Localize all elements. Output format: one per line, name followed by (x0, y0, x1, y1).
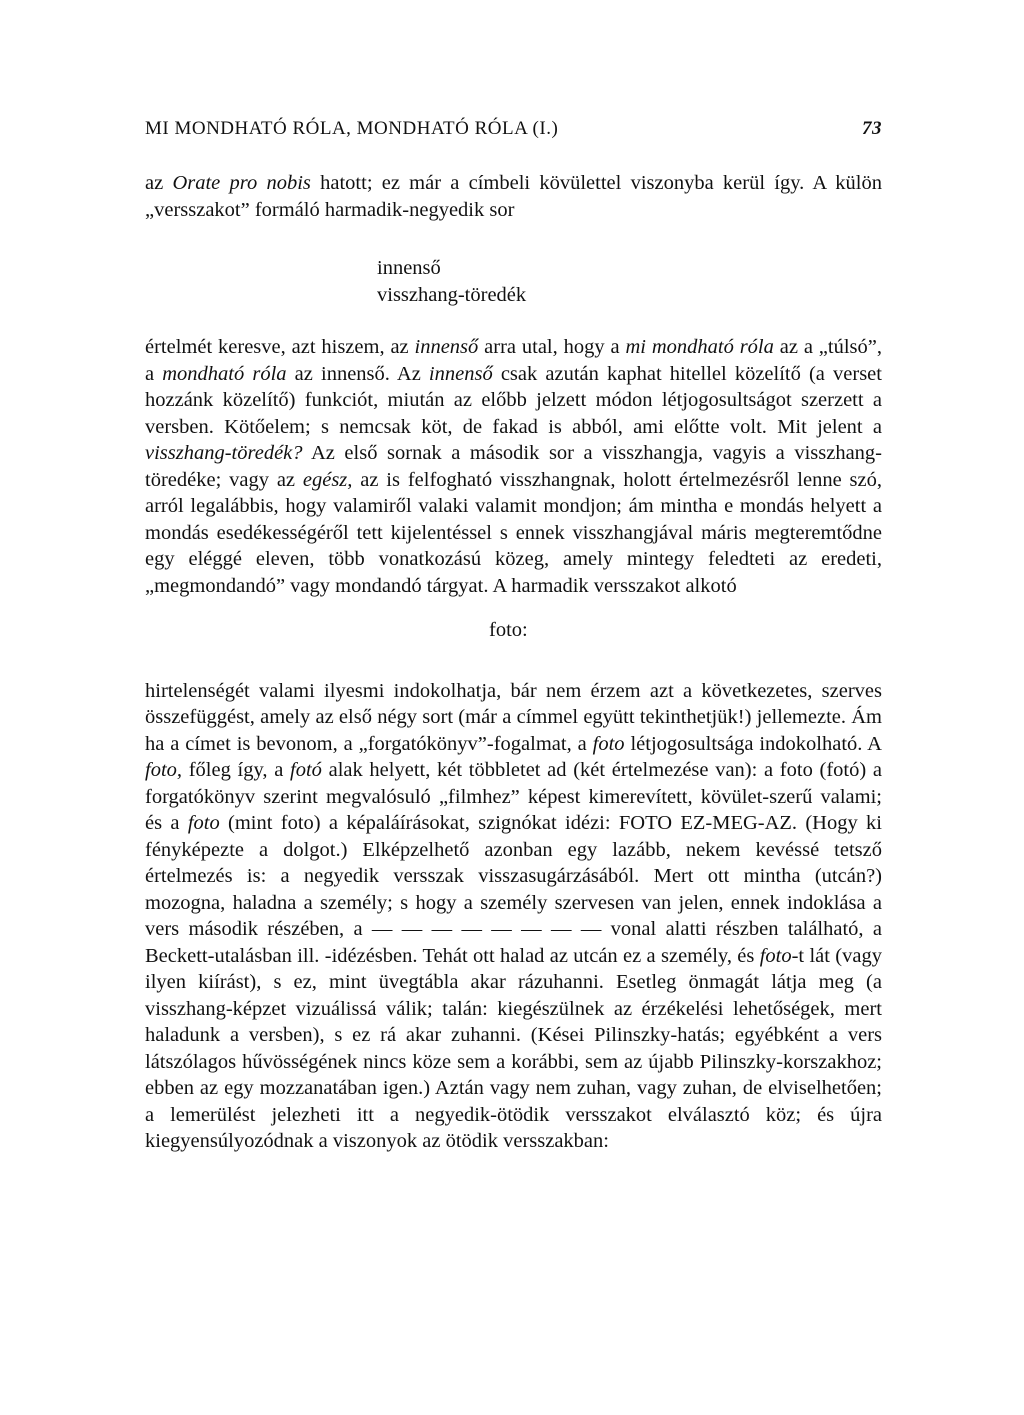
italic-term: mi mondható róla (625, 336, 774, 358)
italic-term: egész, (302, 468, 353, 491)
running-title: MI MONDHATÓ RÓLA, MONDHATÓ RÓLA (I.) (145, 118, 559, 139)
verse-quote-2 (145, 617, 882, 644)
text-span: az a „túlsó”, a (145, 336, 882, 385)
verse-line: foto: (489, 619, 528, 641)
text-span: főleg így, a (182, 759, 290, 781)
text-span: létjogosultsága indokolható. A (624, 732, 882, 755)
text-span: Az első sornak a második sor a visszhangja, vagyis a visszhang-töredéke; vagy az (145, 442, 882, 491)
text-span: arra utal, hogy a (478, 336, 626, 358)
text-span: (mint foto) a képaláírásokat, szignókat idézi: FOTO EZ-MEG-AZ. (Hogy ki fényképezte a dolgot.) Elképzelhető azonban egy lazább, nekem kevéssé tetsző értelmezés is: a negyedik versszak visszasugárzásából. Mert ott mintha (utcán?) mozogna, haladna a személy; s hogy a személy szervesen van jelen, ennek indoklása a vers második részében, a — — — — — — — — vonal alatti részben található, a Beckett-utalásban ill. -idézésben. Tehát ott halad az utcán ez a személy, és (145, 812, 882, 967)
verse-line: innenső (377, 257, 441, 279)
italic-term: foto (592, 732, 625, 755)
page-header (145, 118, 882, 146)
italic-term: fotó (290, 759, 322, 781)
text-span: az (145, 172, 173, 194)
text-span: alak helyett, két többletet ad (két értelmezése van): a foto (fotó) a forgatókönyv szerint megvalósuló „filmhez” képest kimerevített, kövület-szerű valami; és a (145, 759, 882, 834)
text-span: az is felfogható visszhangnak, holott értelmezésről lenne szó, arról legalábbis, hogy valamiről valaki valamit mondjon; ám mintha e mondás helyett a mondás esedékességéről tett kijelentéssel s ennek visszhangjával máris megteremtődne egy eléggé eleven, több vonatkozású közeg, amely mintegy feledteti az eredeti, „megmondandó” vagy mondandó tárgyat. A harmadik versszakot alkotó (145, 468, 882, 597)
text-span: értelmét keresve, azt hiszem, az (145, 336, 415, 358)
italic-term: innenső (414, 336, 479, 358)
text-span: hatott; ez már a címbeli kövülettel viszonyba kerül így. A külön „versszakot” formáló harmadik-negyedik sor (145, 172, 882, 221)
italic-term: foto (759, 944, 792, 967)
paragraph-1 (145, 170, 882, 223)
italic-term: foto (187, 812, 220, 834)
paragraph-3 (145, 678, 882, 1155)
text-span: csak azután kaphat hitellel közelítő (a verset hozzánk közelítő) funkciót, miután az előbb jelzett módon létjogosultságot szerzett a versben. Kötőelem; s nemcsak köt, de fakad is abból, ami előtte volt. Mit jelent a (145, 362, 882, 438)
paragraph-2 (145, 334, 882, 599)
italic-term: visszhang-töredék? (145, 442, 303, 464)
verse-line: visszhang-töredék (377, 283, 527, 306)
italic-title: Orate pro nobis (172, 172, 311, 194)
italic-term: foto, (145, 759, 183, 781)
verse-quote-1 (145, 255, 882, 308)
page-number: 73 (862, 118, 882, 139)
text-span: -t lát (vagy ilyen kiírást), s ez, mint üvegtábla akar rázuhanni. Esetleg önmagát látja meg (a visszhang-képzet vizuálissá válik; talán: kiegészülnek az érzékelési lehetőségek, mert haladunk a versben), s ez rá akar zuhanni. (Kései Pilinszky-hatás; egyébként a vers látszólagos hűvösségének nincs köze sem a korábbi, sem az újabb Pilinszky-korszakhoz; ebben az egy mozzanatában igen.) Aztán vagy nem zuhan, vagy zuhan, de elviselhetően; a lemerülést jelezheti itt a negyedik-ötödik versszakot elválasztó köz; és újra kiegyensúlyozódnak a viszonyok az ötödik versszakban: (145, 944, 882, 1152)
text-span: az innenső. Az (286, 362, 429, 385)
italic-term: innenső (428, 362, 493, 385)
text-span: hirtelenségét valami ilyesmi indokolhatja, bár nem érzem azt a következetes, szerves összefüggést, amely az első négy sort (már a címmel együtt tekinthetjük!) jellemezte. Ám ha a címet is bevonom, a „forgatókönyv”-fogalmat, a (145, 679, 882, 755)
book-page (145, 118, 882, 1155)
italic-term: mondható róla (162, 362, 287, 385)
